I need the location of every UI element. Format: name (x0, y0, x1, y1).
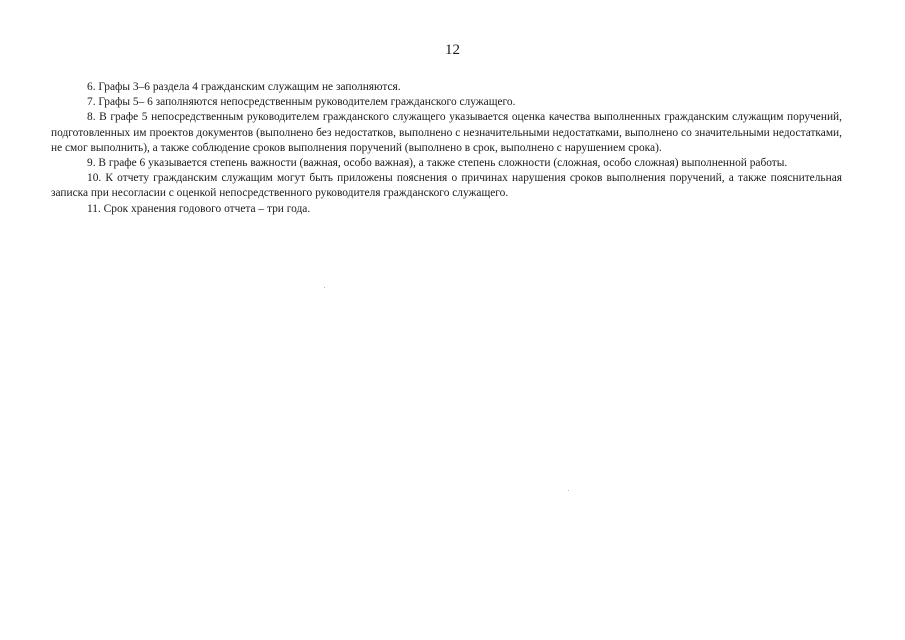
paragraph-8: 8. В графе 5 непосредственным руководителем гражданского служащего указывается оценка качества выполненных гражданским служащим поручений, подготовленных им проектов документов (выполнено без недостатков, выполнено с незначительными недостатками, выполнено со значительными недостатками, не смог выполнить), а также соблюдение сроков выполнения поручений (выполнено в срок, выполнено с нарушением срока). (51, 111, 842, 154)
scan-speck (324, 287, 325, 288)
document-body (51, 80, 842, 217)
paragraph-6: 6. Графы 3–6 раздела 4 гражданским служащим не заполняются. (87, 81, 401, 93)
page-number: 12 (445, 42, 460, 58)
paragraph-7: 7. Графы 5– 6 заполняются непосредственным руководителем гражданского служащего. (87, 96, 516, 109)
paragraph-10: 10. К отчету гражданским служащим могут быть приложены пояснения о причинах нарушения сроков выполнения поручений, а также пояснительная записка при несогласии с оценкой непосредственного руководителя гражданского служащего. (51, 172, 842, 200)
paragraph-9: 9. В графе 6 указывается степень важности (важная, особо важная), а также степень сложности (сложная, особо сложная) выполненной работы. (87, 157, 788, 170)
paragraph-11: 11. Срок хранения годового отчета – три года. (87, 202, 311, 215)
scan-speck (568, 490, 569, 491)
